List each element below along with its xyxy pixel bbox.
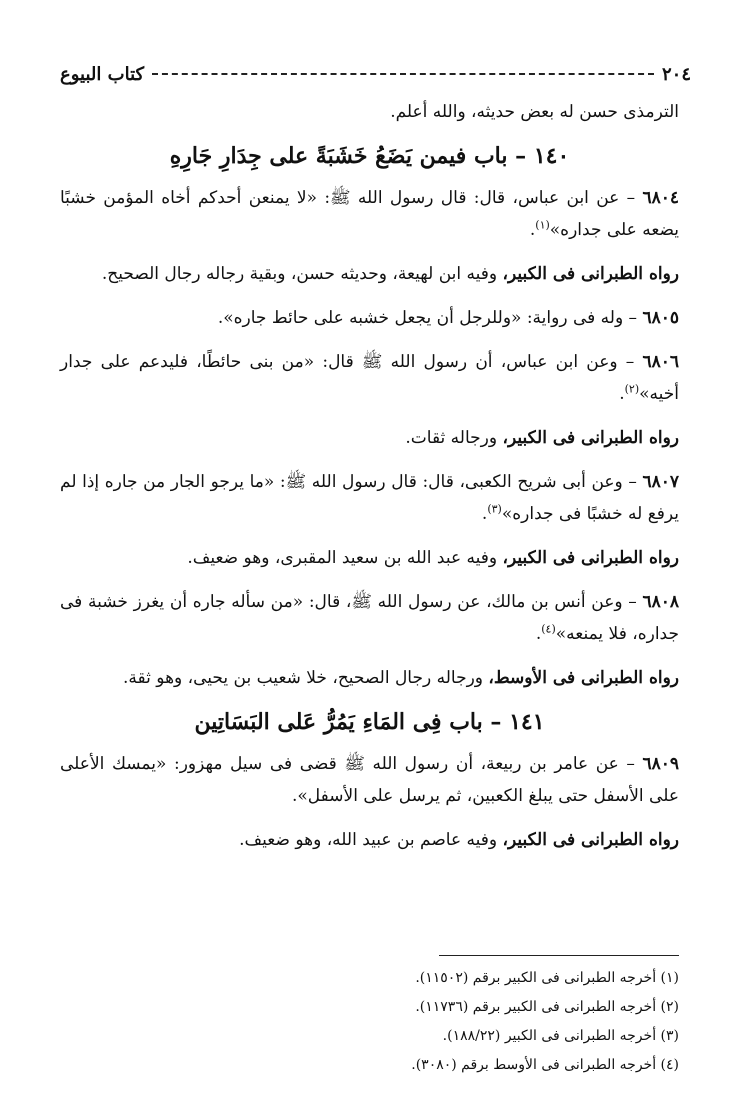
hadith-6805 xyxy=(60,302,679,334)
footnote-ref: (٤) xyxy=(541,622,556,636)
narration-source: رواه الطبرانى فى الكبير، xyxy=(502,428,679,448)
hadith-6804: ٦٨٠٤ – عن ابن عباس، قال: قال رسول الله ﷺ: «لا يمنعن أحدكم أخاه المؤمن خشبًا يضعه على جداره»$^{(١)}$. xyxy=(60,188,679,240)
hadith-number: ٦٨٠٧ xyxy=(642,472,679,492)
hadith-6807: ٦٨٠٧ – وعن أبى شريح الكعبى، قال: قال رسول الله ﷺ: «ما يرجو الجار من جاره إذا لم يرفع له خشبًا فى جداره»$^{(٣)}$. xyxy=(60,472,679,524)
hadith-text: – وعن أنس بن مالك، عن رسول الله ﷺ، قال: «من سأله جاره أن يغرز خشبة فى جداره، فلا يمنعه» xyxy=(60,592,679,644)
hadith-number: ٦٨٠٤ xyxy=(642,188,679,208)
narration-6807 xyxy=(60,542,679,574)
page-header xyxy=(60,58,691,90)
footnote-3: (٣) أخرجه الطبرانى فى الكبير (١٨٨/٢٢). xyxy=(442,1028,679,1044)
footnote-1: (١) أخرجه الطبرانى فى الكبير برقم (١١٥٠٢). xyxy=(415,970,679,986)
narration-6804 xyxy=(60,258,679,290)
narration-source: رواه الطبرانى فى الكبير، xyxy=(502,264,679,284)
hadith-text: – وله فى رواية: «وللرجل أن يجعل خشبه على حائط جاره». xyxy=(217,308,638,328)
hadith-number: ٦٨٠٥ xyxy=(642,308,679,328)
narration-text: وفيه عبد الله بن سعيد المقبرى، وهو ضعيف. xyxy=(187,548,498,568)
footnote-2: (٢) أخرجه الطبرانى فى الكبير برقم (١١٧٣٦). xyxy=(415,999,679,1015)
narration-text: ورجاله ثقات. xyxy=(405,428,498,448)
intro-line: الترمذى حسن له بعض حديثه، والله أعلم. xyxy=(390,102,679,122)
footnote-ref: (٢) xyxy=(624,382,640,396)
narration-source: رواه الطبرانى فى الأوسط، xyxy=(488,668,679,688)
footnote-4: (٤) أخرجه الطبرانى فى الأوسط برقم (٣٠٨٠). xyxy=(411,1057,679,1073)
narration-source: رواه الطبرانى فى الكبير، xyxy=(502,548,679,568)
hadith-number: ٦٨٠٦ xyxy=(642,352,679,372)
hadith-6808: ٦٨٠٨ – وعن أنس بن مالك، عن رسول الله ﷺ، قال: «من سأله جاره أن يغرز خشبة فى جداره، فلا يمنعه»$^{(٤)}$. xyxy=(60,592,679,644)
footnote-ref: (١) xyxy=(535,218,550,232)
hadith-number: ٦٨٠٩ xyxy=(642,754,680,774)
chapter-141-heading: ١٤١ – باب فِى المَاءِ يَمُرُّ عَلى البَسَاتِين xyxy=(194,709,545,735)
book-title: كتاب البيوع xyxy=(60,63,145,85)
narration-6806 xyxy=(60,422,679,454)
hadith-6806: ٦٨٠٦ – وعن ابن عباس، أن رسول الله ﷺ قال: «من بنى حائطًا، فليدعم على جدار أخيه»$^{(٢)}$. xyxy=(60,352,679,404)
hadith-text: – وعن ابن عباس، أن رسول الله ﷺ قال: «من بنى حائطًا، فليدعم على جدار أخيه» xyxy=(60,352,679,404)
header-dashed-line xyxy=(152,73,654,75)
narration-text: ورجاله رجال الصحيح، خلا شعيب بن يحيى، وهو ثقة. xyxy=(123,668,484,688)
footnotes xyxy=(300,964,679,1080)
chapter-140-heading: ١٤٠ – باب فيمن يَضَعُ خَشَبَةً على جِدَارِ جَارِهِ xyxy=(169,143,570,169)
hadith-text: – عن ابن عباس، قال: قال رسول الله ﷺ: «لا يمنعن أحدكم أخاه المؤمن خشبًا يضعه على جداره» xyxy=(60,188,679,240)
narration-source: رواه الطبرانى فى الكبير، xyxy=(502,830,679,850)
narration-6809 xyxy=(60,824,679,856)
narration-6808 xyxy=(60,662,679,694)
hadith-number: ٦٨٠٨ xyxy=(642,592,679,612)
hadith-text: – عن عامر بن ربيعة، أن رسول الله ﷺ قضى فى سيل مهزور: «يمسك الأعلى على الأسفل حتى يبلغ الكعبين، ثم يرسل على الأسفل». xyxy=(60,754,679,806)
page-number: ٢٠٤ xyxy=(661,63,691,85)
narration-text: وفيه ابن لهيعة، وحديثه حسن، وبقية رجاله رجال الصحيح. xyxy=(101,264,498,284)
page-body xyxy=(60,96,679,868)
footnote-ref: (٣) xyxy=(487,502,502,516)
hadith-text: – وعن أبى شريح الكعبى، قال: قال رسول الله ﷺ: «ما يرجو الجار من جاره إذا لم يرفع له خشبًا فى جداره» xyxy=(60,472,679,524)
footnote-separator xyxy=(439,955,679,956)
hadith-6809 xyxy=(60,748,679,812)
narration-text: وفيه عاصم بن عبيد الله، وهو ضعيف. xyxy=(239,830,498,850)
